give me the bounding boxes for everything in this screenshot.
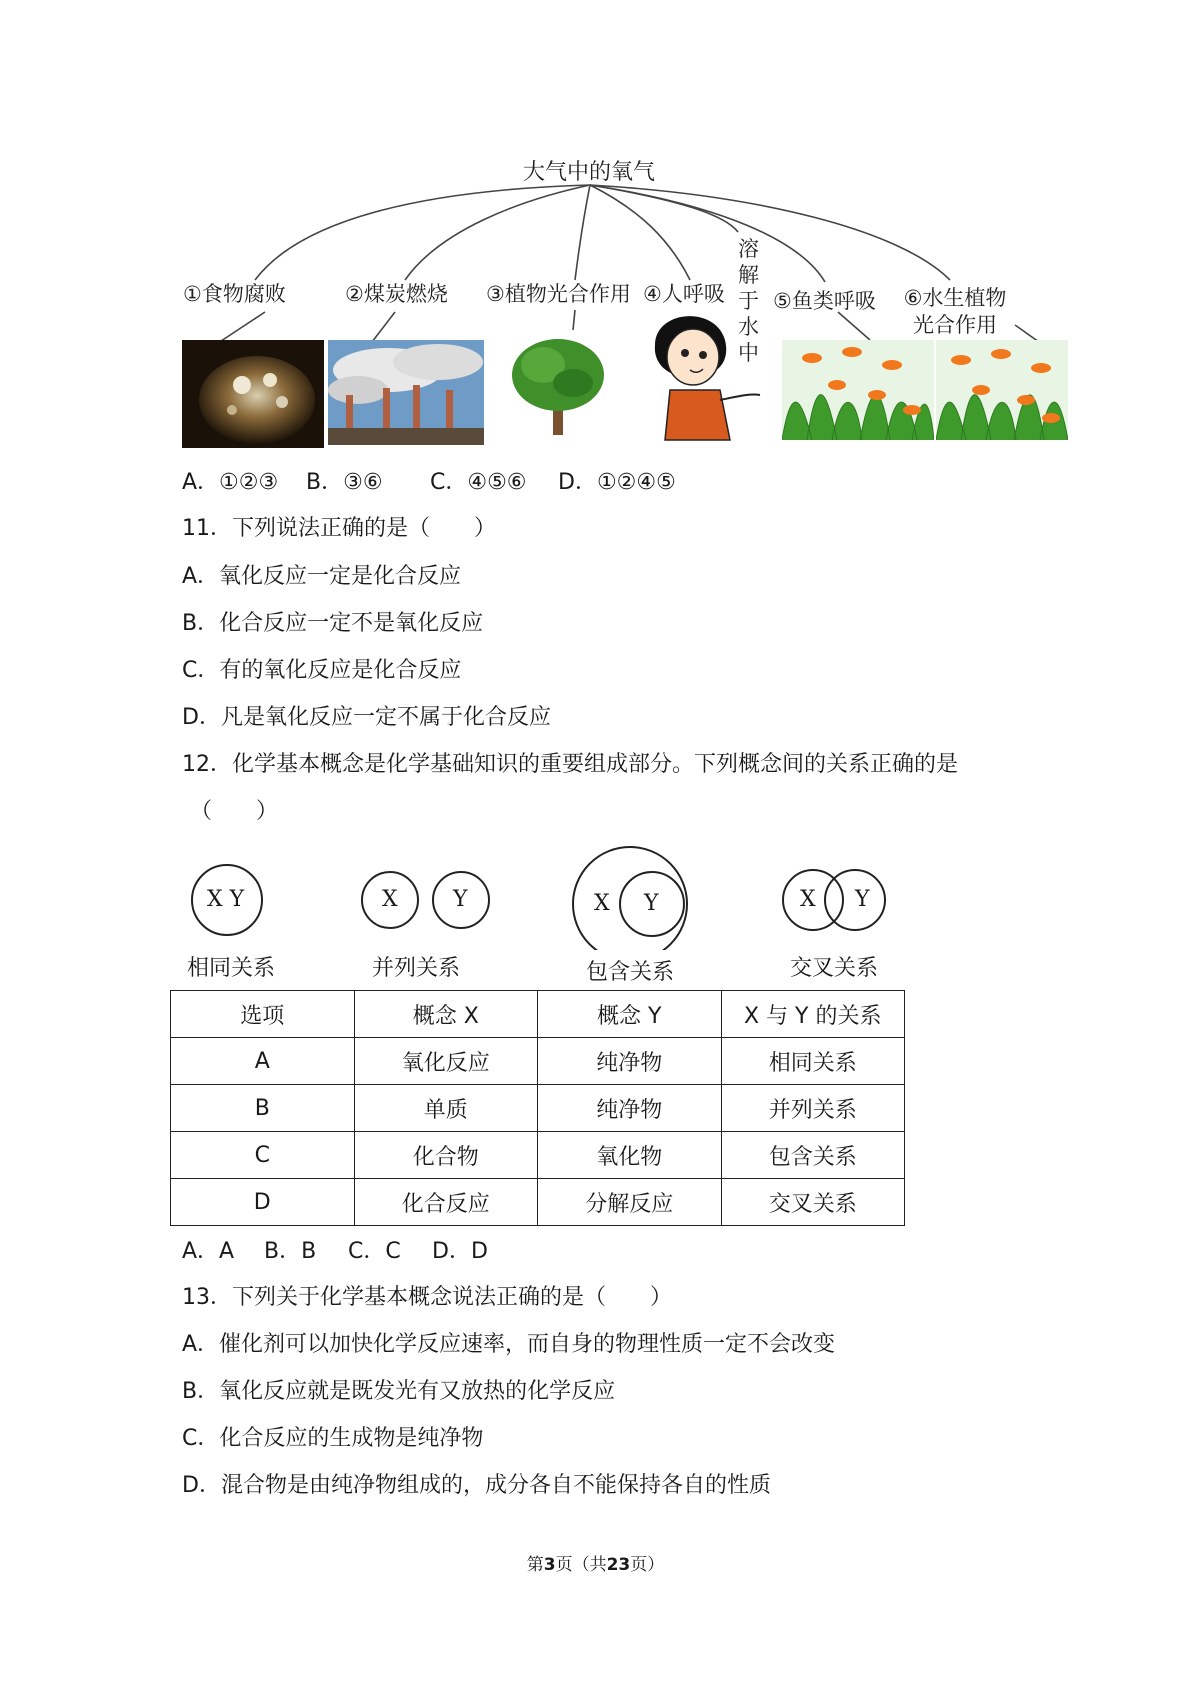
node-photosynthesis: ③植物光合作用 [486, 282, 631, 306]
fish-tank-image-1 [782, 340, 934, 440]
factory-smoke-image [328, 340, 484, 445]
table-cell: 纯净物 [538, 1085, 722, 1132]
table-row [171, 1085, 905, 1132]
branch-1 [255, 185, 590, 280]
inclusion-y-label: Y [644, 891, 659, 916]
q10-option-d: D．①②④⑤ [558, 470, 676, 495]
pointer-2 [372, 312, 395, 342]
table-header-cell: X 与 Y 的关系 [721, 991, 905, 1038]
table-header-row [171, 991, 905, 1038]
node-human-breathing: ④人呼吸 [643, 282, 725, 306]
pointer-3 [573, 310, 575, 330]
table-header-cell: 概念 Y [538, 991, 722, 1038]
relation-label-inclusion: 包含关系 [586, 960, 675, 985]
node-fish-breathing: ⑤鱼类呼吸 [773, 289, 876, 313]
table-cell: 包含关系 [721, 1132, 905, 1179]
q12-option-d: D．D [432, 1239, 488, 1264]
branch-6 [590, 185, 950, 280]
q13-option-b: B．氧化反应就是既发光有又放热的化学反应 [182, 1379, 616, 1404]
concept-table [170, 990, 905, 1226]
q10-option-b: B．③⑥ [306, 470, 383, 495]
q11-option-d: D．凡是氧化反应一定不属于化合反应 [182, 705, 551, 730]
node-aquatic-photosynthesis: ⑥水生植物光合作用 [903, 286, 1007, 337]
page-footer [0, 1550, 1191, 1575]
node-dissolve-in-water: 溶解于水中 [738, 237, 759, 365]
table-cell: 交叉关系 [721, 1179, 905, 1226]
table-header-cell: 选项 [171, 991, 355, 1038]
node-food-decay: ①食物腐败 [183, 282, 286, 306]
girl-cartoon-image [635, 305, 765, 445]
q11-option-a: A．氧化反应一定是化合反应 [182, 564, 462, 589]
table-cell: B [171, 1085, 355, 1132]
q10-option-a: A．①②③ [182, 470, 279, 495]
table-cell: A [171, 1038, 355, 1085]
branch-5 [590, 185, 825, 282]
table-cell: 单质 [354, 1085, 538, 1132]
parallel-y-label: Y [453, 887, 468, 912]
footer-total-pages: 23 [606, 1555, 631, 1575]
footer-middle: 页（共 [555, 1555, 607, 1575]
tree-image [508, 335, 608, 440]
intersect-x-label: X [800, 887, 816, 912]
q13-option-a: A．催化剂可以加快化学反应速率，而自身的物理性质一定不会改变 [182, 1332, 836, 1357]
table-header-cell: 概念 X [354, 991, 538, 1038]
table-cell: 纯净物 [538, 1038, 722, 1085]
branch-4 [590, 185, 690, 280]
branch-dissolve [590, 185, 738, 232]
table-cell: D [171, 1179, 355, 1226]
q11-stem: 11．下列说法正确的是（ ） [182, 516, 496, 541]
table-cell: 化合物 [354, 1132, 538, 1179]
pointer-5 [838, 312, 870, 340]
intersect-y-label: Y [855, 887, 870, 912]
q12-option-c: C．C [348, 1239, 401, 1264]
table-cell: 分解反应 [538, 1179, 722, 1226]
q13-option-c: C．化合反应的生成物是纯净物 [182, 1426, 484, 1451]
diagram-root: 大气中的氧气 [523, 160, 656, 185]
footer-prefix: 第 [526, 1555, 544, 1575]
q10-option-c: C．④⑤⑥ [430, 470, 527, 495]
q12-option-b: B．B [264, 1239, 317, 1264]
branch-3 [575, 185, 590, 280]
relation-label-intersect: 交叉关系 [790, 956, 879, 981]
q13-stem: 13．下列关于化学基本概念说法正确的是（ ） [182, 1285, 672, 1310]
inclusion-x-label: X [594, 891, 610, 916]
q12-stem: 12．化学基本概念是化学基础知识的重要组成部分。下列概念间的关系正确的是 [182, 752, 958, 777]
table-cell: 相同关系 [721, 1038, 905, 1085]
relation-label-parallel: 并列关系 [372, 956, 461, 981]
footer-page-number: 3 [543, 1555, 556, 1575]
table-row [171, 1132, 905, 1179]
table-cell: C [171, 1132, 355, 1179]
node-coal-burning: ②煤炭燃烧 [345, 282, 448, 306]
table-cell: 氧化反应 [354, 1038, 538, 1085]
q12-option-a: A．A [182, 1239, 235, 1264]
table-cell: 化合反应 [354, 1179, 538, 1226]
fish-tank-image-2 [936, 340, 1068, 440]
relation-label-identical: 相同关系 [187, 956, 276, 981]
parallel-x-label: X [382, 887, 398, 912]
table-cell: 并列关系 [721, 1085, 905, 1132]
moldy-food-image [182, 340, 324, 448]
table-cell: 氧化物 [538, 1132, 722, 1179]
table-row [171, 1038, 905, 1085]
q11-option-b: B．化合反应一定不是氧化反应 [182, 611, 484, 636]
table-row [171, 1179, 905, 1226]
q12-stem-tail: （ ） [190, 799, 279, 824]
identical-xy-label: X Y [207, 887, 245, 912]
inclusion-outer-circle [573, 847, 687, 950]
q11-option-c: C．有的氧化反应是化合反应 [182, 658, 462, 683]
footer-suffix: 页） [630, 1555, 665, 1575]
q13-option-d: D．混合物是由纯净物组成的，成分各自不能保持各自的性质 [182, 1473, 771, 1498]
